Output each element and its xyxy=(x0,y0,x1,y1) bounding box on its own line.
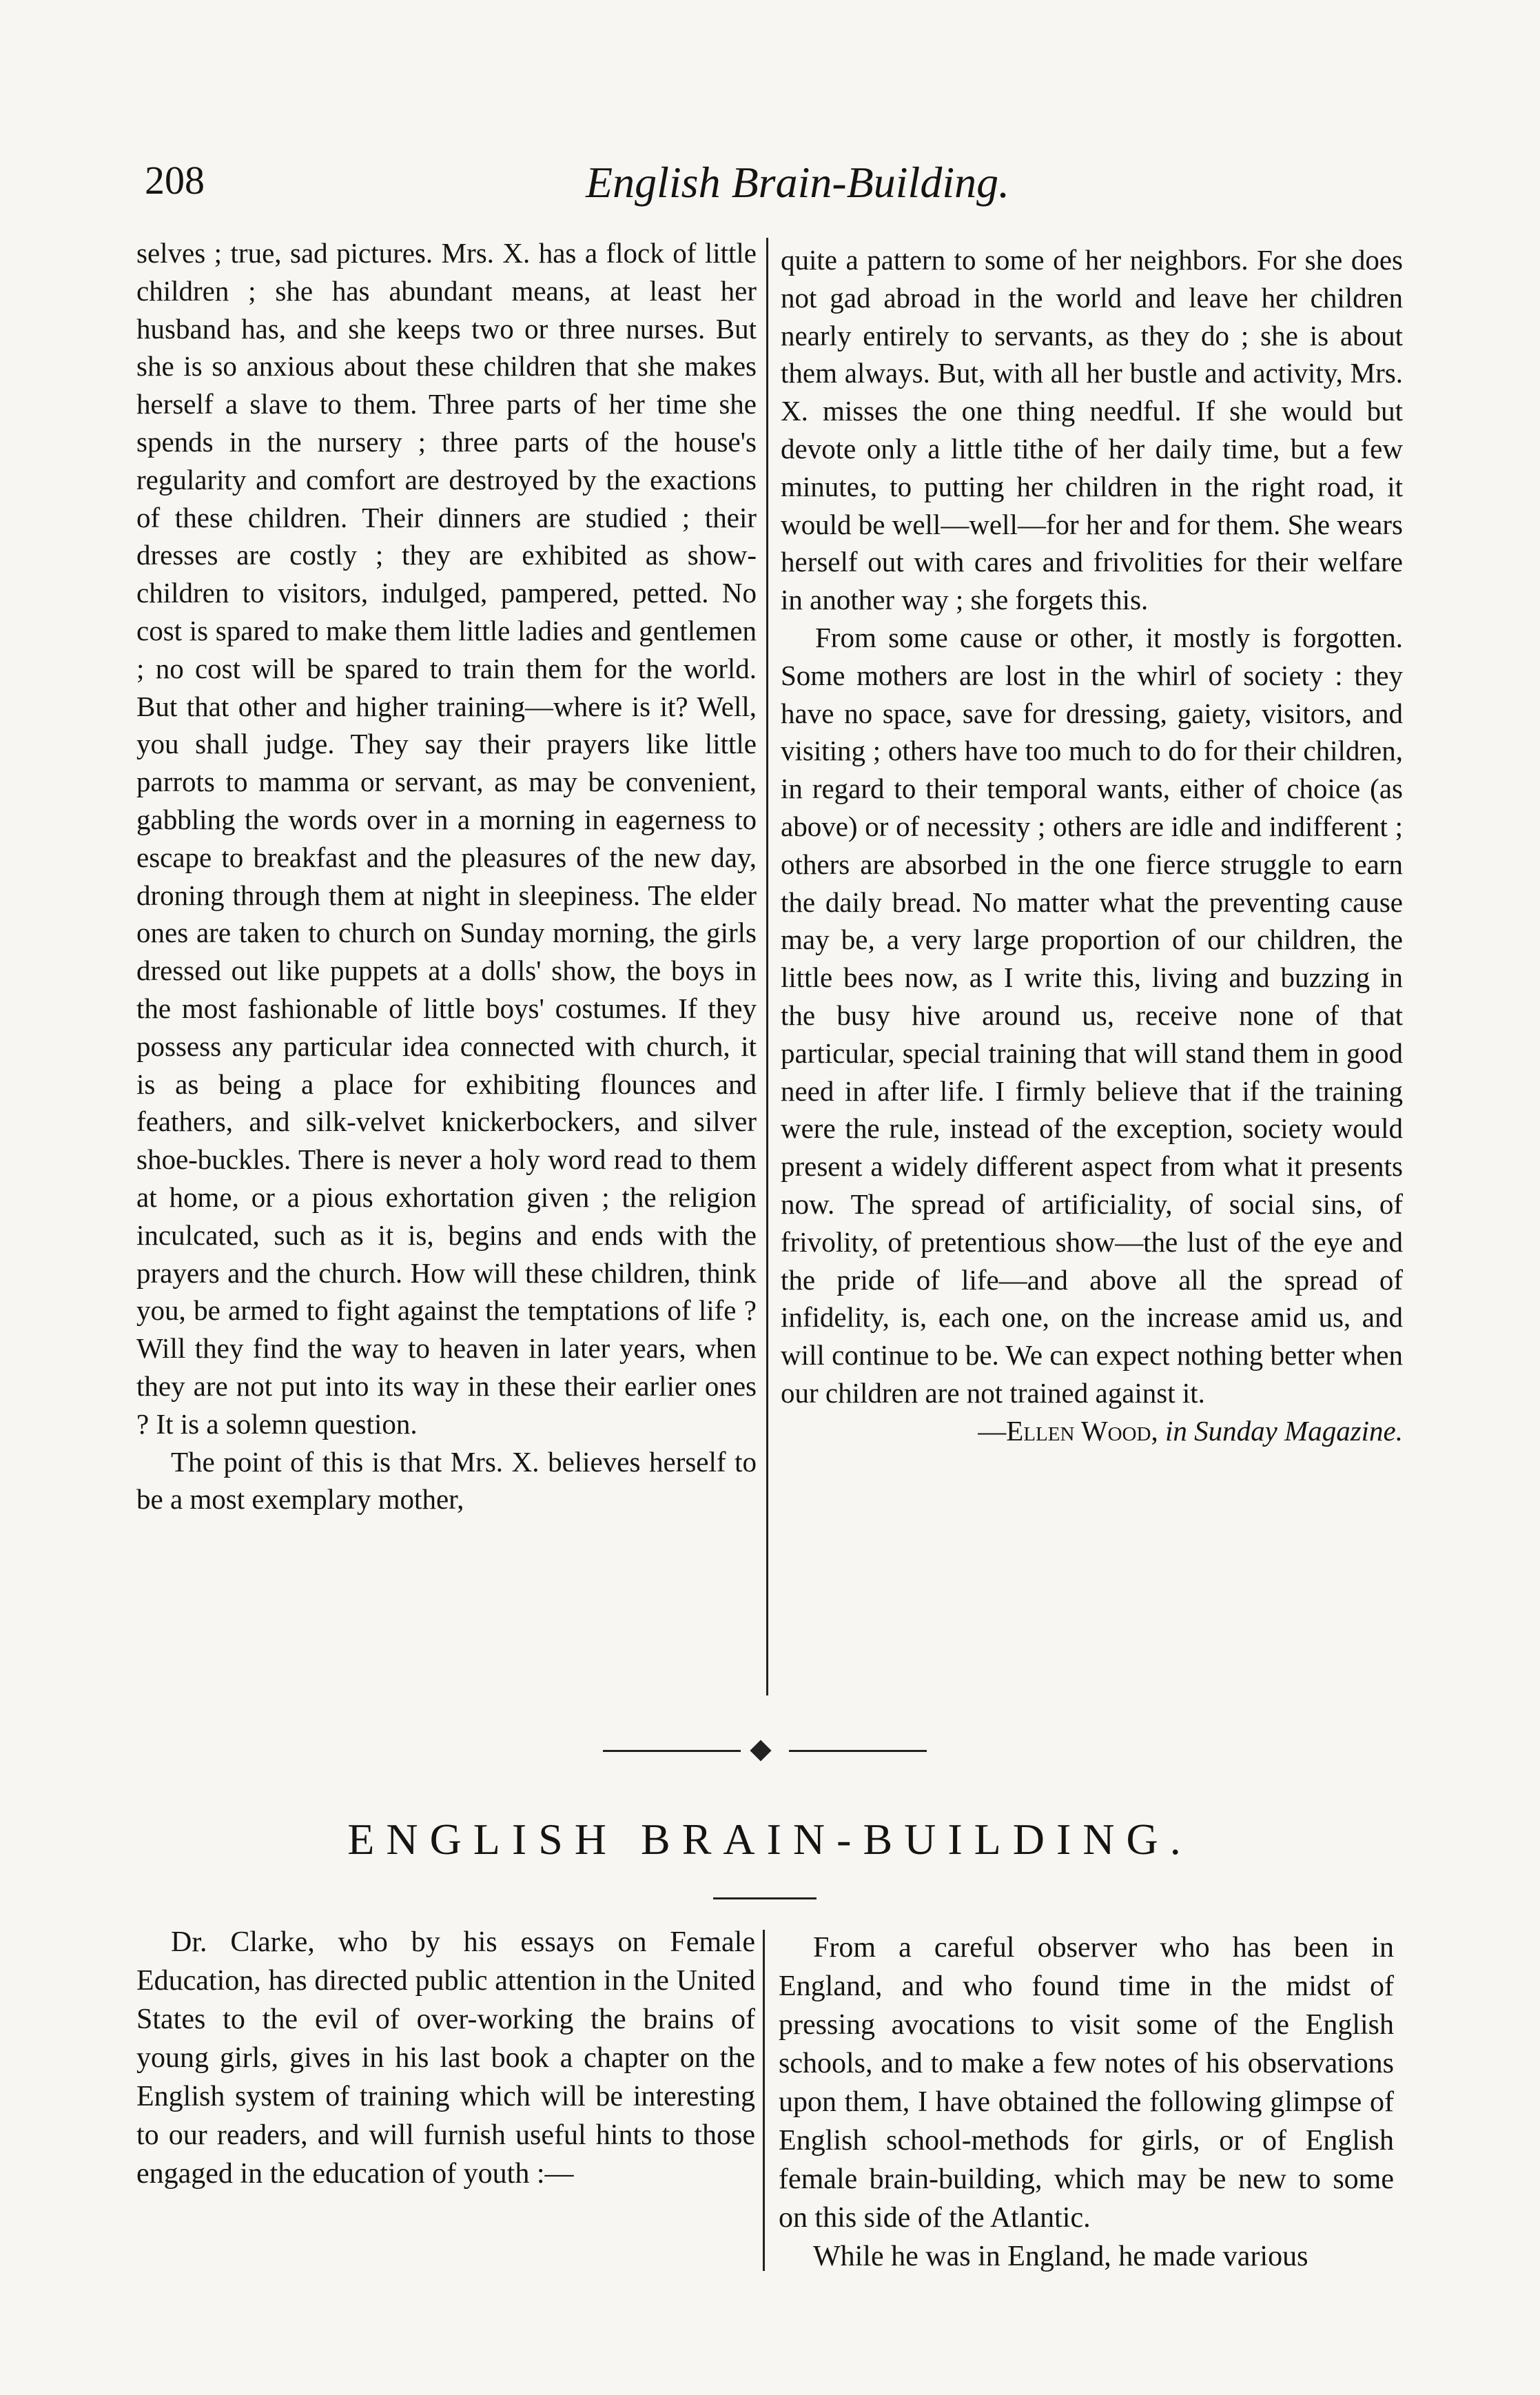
section-ornament xyxy=(603,1740,927,1761)
author-name: —Ellen Wood, xyxy=(978,1414,1158,1447)
column-divider xyxy=(763,1930,765,2271)
page-header xyxy=(145,157,1399,212)
left-column-top xyxy=(136,234,757,1695)
paragraph: Dr. Clarke, who by his essays on Female Education, has directed public attention in the United States to the evil of over-working the brains of young girls, gives in his last book a chapter on the English system of training which will be interesting to our readers, and will furnish useful hints to those engaged in the education of youth :— xyxy=(136,1926,755,2190)
section-title: ENGLISH BRAIN-BUILDING. xyxy=(347,1815,1193,1864)
title-underline xyxy=(713,1897,817,1899)
ornament-line xyxy=(789,1750,927,1752)
right-column-top xyxy=(781,241,1403,1668)
paragraph: The point of this is that Mrs. X. believes herself to be a most exemplary mother, xyxy=(136,1445,757,1516)
ornament-diamond xyxy=(750,1740,771,1761)
ornament-line xyxy=(603,1750,741,1752)
source-name: in Sunday Magazine. xyxy=(1164,1414,1403,1447)
left-column-bottom xyxy=(136,1923,755,2267)
paragraph: selves ; true, sad pictures. Mrs. X. has a flock of little children ; she has abundant means, at least her husband has, and she keeps two or three nurses. But she is so anxious about these children that she makes herself a slave to them. Three parts of her time she spends in the nursery ; three parts of the house's regularity and comfort are destroyed by the exactions of these children. Their dinners are studied ; their dresses are costly ; they are exhibited as show-children to visitors, indulged, pampered, petted. No cost is spared to make them little ladies and gentlemen ; no cost will be spared to train them for the world. But that other and higher training—where is it? Well, you shall judge. They say their prayers like little parrots to mamma or servant, as may be convenient, gabbling the words over in a morning in eagerness to escape to breakfast and the pleasures of the new day, droning through them at night in sleepiness. The elder ones are taken to church on Sunday morning, the girls dressed out like puppets at a dolls' show, the boys in the most fashionable of little boys' costumes. If they possess any particular idea connected with church, it is as being a place for exhibiting flounces and feathers, and silk-velvet knickerbockers, and silver shoe-buckles. There is never a holy word read to them at home, or a pious exhortation given ; the religion inculcated, such as it is, begins and ends with the prayers and the church. How will these children, think you, be armed to fight against the temptations of life ? Will they find the way to heaven in later years, when they are not put into its way in these their earlier ones ? It is a solemn question. xyxy=(136,237,757,1440)
paragraph: From a careful observer who has been in England, and who found time in the midst of pressing avocations to visit some of the English schools, and to make a few notes of his observations upon them, I have obtained the following glimpse of English school-methods for girls, or of English female brain-building, which may be new to some on this side of the Atlantic. xyxy=(779,1932,1394,2234)
paragraph: quite a pattern to some of her neighbors. For she does not gad abroad in the world and leave her children nearly entirely to servants, as they do ; she is about them always. But, with all her bustle and activity, Mrs. X. misses the one thing needful. If she would but devote only a little tithe of her daily time, but a few minutes, to putting her children in the right road, it would be well—well—for her and for them. She wears herself out with cares and frivolities for their welfare in another way ; she forgets this. xyxy=(781,244,1403,616)
running-title: English Brain-Building. xyxy=(586,158,1010,207)
paragraph: From some cause or other, it mostly is forgotten. Some mothers are lost in the whirl of society : they have no space, save for dressing, gaiety, visitors, and visiting ; others have too much to do for their children, in regard to their temporal wants, either of choice (as above) or of necessity ; others are idle and indifferent ; others are absorbed in the one fierce struggle to earn the daily bread. No matter what the preventing cause may be, a very large proportion of our children, the little bees now, as I write this, living and buzzing in the busy hive around us, receive none of that particular, special training that will stand them in good need in after life. I firmly believe that if the training were the rule, instead of the exception, society would present a widely different aspect from what it presents now. The spread of artificiality, of social sins, of frivolity, of pretentious show—the lust of the eye and the pride of life—and above all the spread of infidelity, is, each one, on the increase amid us, and will continue to be. We can expect nothing better when our children are not trained against it. xyxy=(781,621,1403,1409)
page-number: 208 xyxy=(145,158,205,203)
paragraph: While he was in England, he made various xyxy=(813,2241,1308,2272)
right-column-bottom xyxy=(779,1928,1394,2273)
signature xyxy=(781,1412,1403,1450)
column-divider xyxy=(766,238,768,1695)
